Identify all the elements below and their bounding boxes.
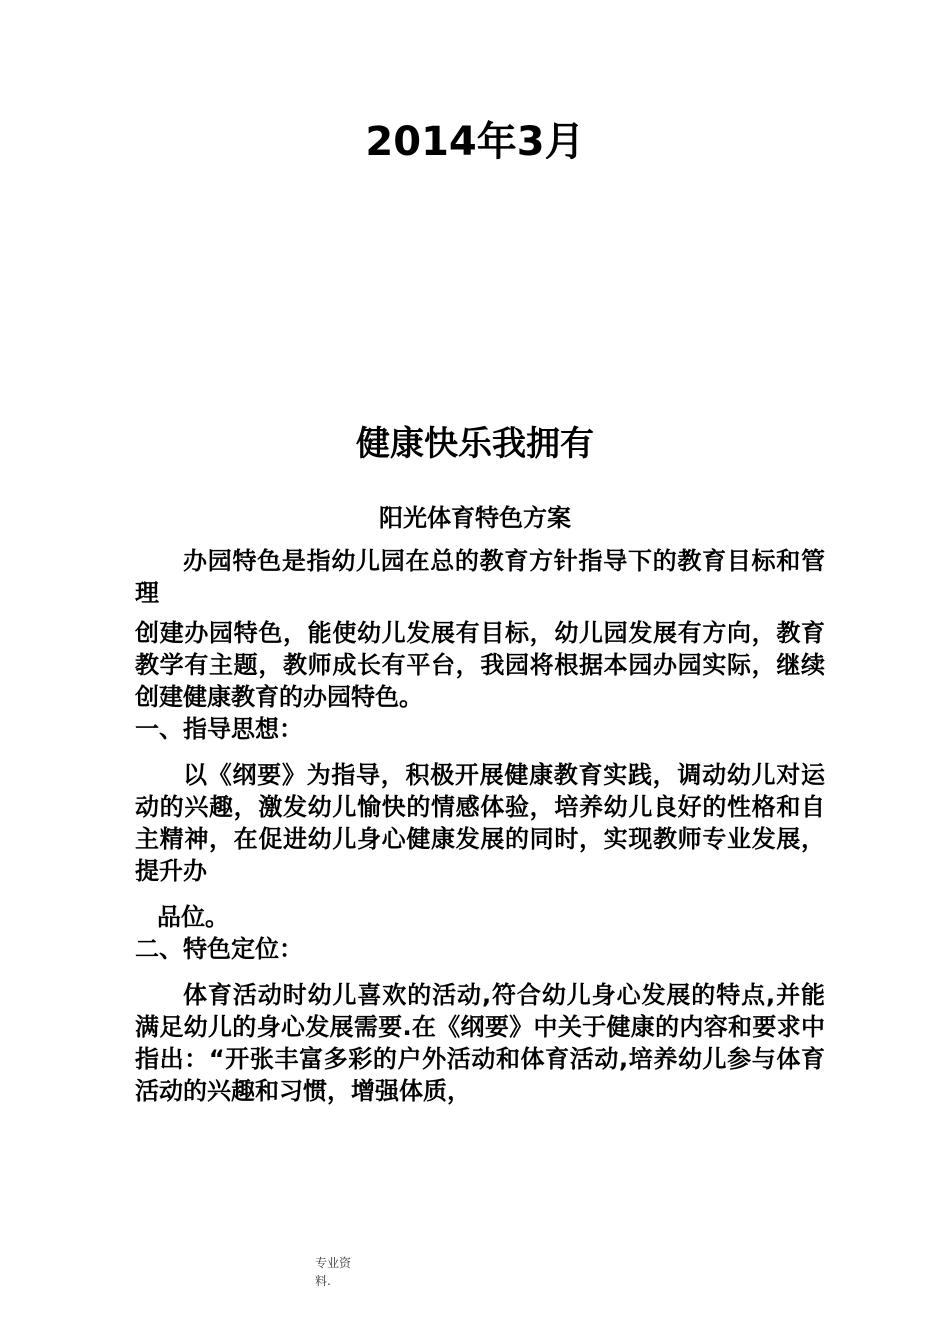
section-1-paragraph: 以《纲要》为指导，积极开展健康教育实践，调动幼儿对运动的兴趣，激发幼儿愉快的情感体验，培养幼儿良好的性格和自主精神，在促进幼儿身心健康发展的同时，实现教师专业发展，提升办: [135, 761, 825, 885]
section-2-heading: 二、特色定位：: [135, 935, 303, 963]
main-title: 健康快乐我拥有: [356, 424, 594, 464]
section-2-paragraph: 体育活动时幼儿喜欢的活动,符合幼儿身心发展的特点,并能满足幼儿的身心发展需要.在《纲要》中关于健康的内容和要求中指出：“开张丰富多彩的户外活动和体育活动,培养幼儿参与体育活动的兴趣和习惯，增强体质，: [135, 981, 825, 1105]
footer-line-1: 专业资: [315, 1256, 352, 1270]
subtitle: 阳光体育特色方案: [379, 504, 571, 532]
document-body: [135, 545, 825, 1107]
page-footer: [315, 1254, 375, 1290]
section-1-heading: 一、指导思想：: [135, 715, 303, 743]
intro-continuation-paragraph: 创建办园特色，能使幼儿发展有目标，幼儿园发展有方向，教育教学有主题，教师成长有平台，我园将根据本园办园实际，继续创建健康教育的办园特色。: [135, 619, 825, 711]
footer-line-2: 料.: [315, 1274, 331, 1288]
section-1-tail: 品位。: [157, 903, 229, 931]
intro-paragraph: 办园特色是指幼儿园在总的教育方针指导下的教育目标和管理: [135, 547, 825, 607]
date-title: 2014年3月: [365, 119, 585, 165]
